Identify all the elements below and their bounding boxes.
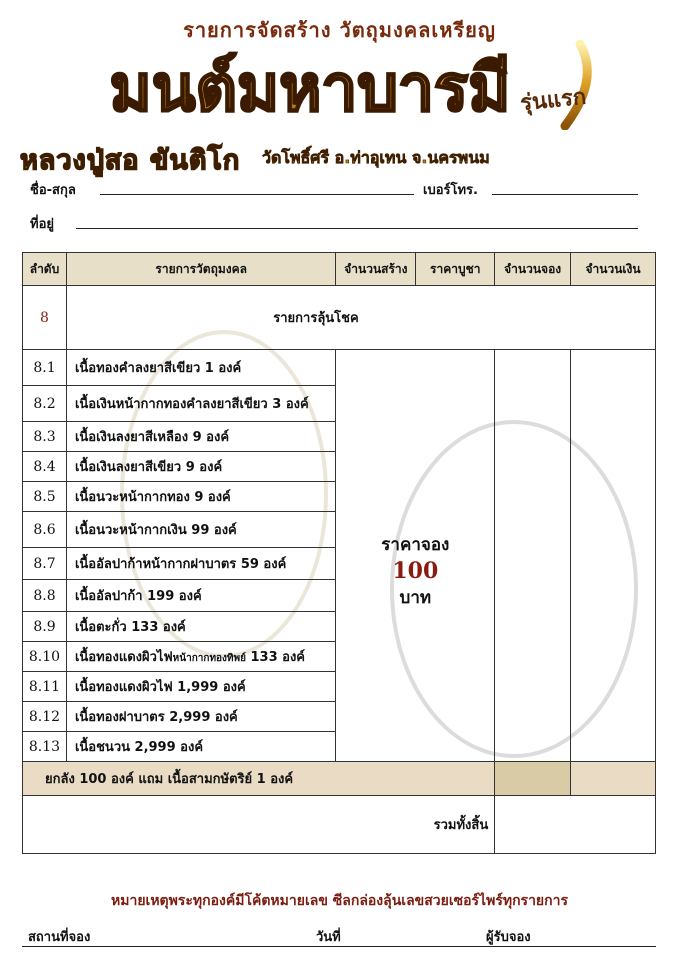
row-item: เนื้อเงินลงยาสีเหลือง 9 องค์ (66, 422, 335, 452)
signature-line (22, 946, 656, 947)
row-no: 8.10 (23, 642, 67, 672)
row-no: 8.13 (23, 732, 67, 762)
price-value: 100 (392, 557, 439, 584)
date-label: วันที่ (316, 930, 341, 945)
bonus-amount-cell[interactable] (571, 762, 656, 796)
section-row (23, 286, 656, 350)
footer-note: หมายเหตุพระทุกองค์มีโค้ตหมายเลข ซีลกล่องลุ้นเลขสวยเซอร์ไพร์ทุกรายการ (111, 893, 568, 909)
price-cell (336, 350, 495, 762)
col-header-quantity-made: จำนวนสร้าง (336, 253, 416, 286)
row-item: เนื้อตะกั่ว 133 องค์ (66, 612, 335, 642)
row-no: 8.8 (23, 580, 67, 612)
row-no: 8.1 (23, 350, 67, 386)
header-subtitle: รายการจัดสร้าง วัตถุมงคลเหรียญ (183, 18, 496, 42)
row-item: เนื้อชนวน 2,999 องค์ (66, 732, 335, 762)
col-header-reserve-qty: จำนวนจอง (495, 253, 571, 286)
table-row (23, 350, 656, 386)
col-header-price: ราคาบูชา (416, 253, 495, 286)
row-no: 8.3 (23, 422, 67, 452)
phone-label: เบอร์โทร. (423, 183, 478, 198)
price-unit: บาท (399, 587, 432, 608)
address-label: ที่อยู่ (30, 217, 54, 232)
table-header-row (23, 253, 656, 286)
row-item: เนื้อทองแดงผิวไฟ 1,999 องค์ (66, 672, 335, 702)
order-table (22, 252, 656, 854)
row-no: 8.5 (23, 482, 67, 512)
row-item: เนื้อนวะหน้ากากทอง 9 องค์ (66, 482, 335, 512)
phone-field[interactable] (492, 194, 638, 195)
row-no: 8.11 (23, 672, 67, 702)
row-item: เนื้ออัลปาก้า 199 องค์ (66, 580, 335, 612)
receiver-label: ผู้รับจอง (486, 930, 531, 945)
row-no: 8.12 (23, 702, 67, 732)
section-no: 8 (23, 286, 67, 350)
row-item: เนื้อทองฝาบาตร 2,999 องค์ (66, 702, 335, 732)
reserve-qty-cell[interactable] (495, 350, 571, 762)
edition-tag: รุ่นแรก (518, 84, 588, 117)
row-no: 8.2 (23, 386, 67, 422)
row-item: เนื้อนวะหน้ากากเงิน 99 องค์ (66, 512, 335, 548)
temple-line: วัดโพธิ์ศรี อ.ท่าอุเทน จ.นครพนม (262, 148, 490, 167)
big-title: มนต์มหาบารมี (109, 52, 511, 126)
name-label: ชื่อ-สกุล (30, 183, 76, 198)
col-header-amount: จำนวนเงิน (571, 253, 656, 286)
total-row (23, 796, 656, 854)
name-field[interactable] (100, 194, 414, 195)
row-item-main: เนื้อทองแดงผิวไฟ (74, 650, 173, 665)
price-label: ราคาจอง (381, 534, 450, 555)
address-field[interactable] (76, 228, 638, 229)
col-header-item: รายการวัตถุมงคล (66, 253, 335, 286)
row-item: เนื้อทองคำลงยาสีเขียว 1 องค์ (66, 350, 335, 386)
total-amount-cell[interactable] (495, 796, 656, 854)
row-item: เนื้ออัลปาก้าหน้ากากฝาบาตร 59 องค์ (66, 548, 335, 580)
row-item (66, 642, 335, 672)
row-no: 8.7 (23, 548, 67, 580)
row-no: 8.9 (23, 612, 67, 642)
section-title: รายการลุ้นโชค (66, 286, 655, 350)
row-item-small: หน้ากากทองทิพย์ (172, 653, 246, 664)
total-label: รวมทั้งสิ้น (23, 796, 495, 854)
row-no: 8.6 (23, 512, 67, 548)
amount-cell[interactable] (571, 350, 656, 762)
col-header-no: ลำดับ (23, 253, 67, 286)
row-item: เนื้อเงินหน้ากากทองคำลงยาสีเขียว 3 องค์ (66, 386, 335, 422)
row-item-tail: 133 องค์ (245, 650, 306, 665)
row-no: 8.4 (23, 452, 67, 482)
row-item: เนื้อเงินลงยาสีเขียว 9 องค์ (66, 452, 335, 482)
monk-name: หลวงปู่สอ ขันติโก (20, 145, 241, 176)
bonus-row (23, 762, 656, 796)
place-label: สถานที่จอง (28, 930, 91, 945)
bonus-reserve-cell[interactable] (495, 762, 571, 796)
bonus-text: ยกลัง 100 องค์ แถม เนื้อสามกษัตริย์ 1 องค์ (23, 762, 495, 796)
